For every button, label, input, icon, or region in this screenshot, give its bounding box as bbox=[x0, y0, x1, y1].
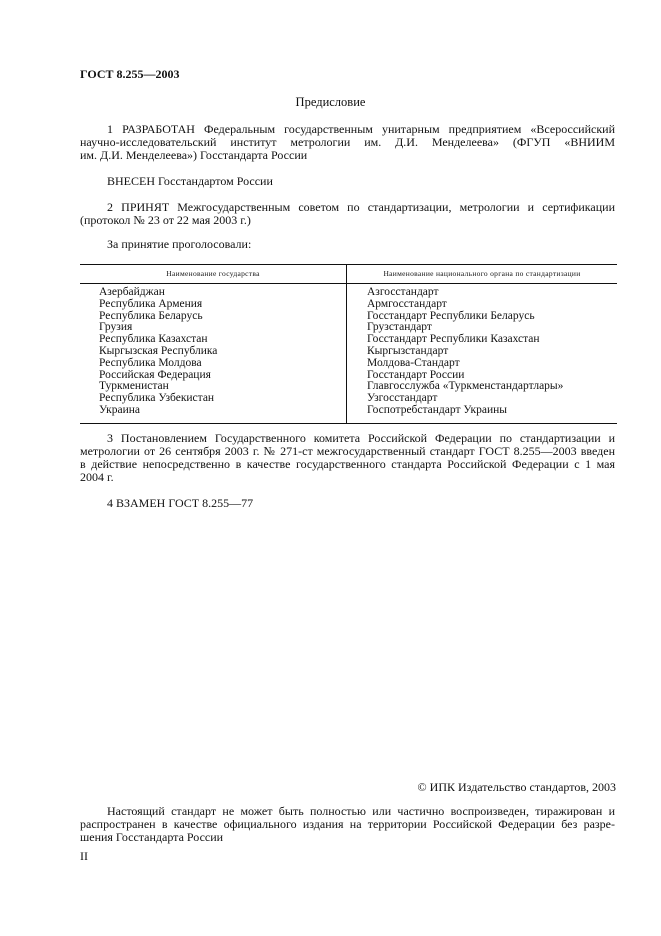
state-name: Республика Армения bbox=[99, 297, 203, 310]
paragraph-line: в действие непосредственно в качестве государственного стандарта Российской Федерации с 1 мая bbox=[80, 457, 615, 471]
paragraph-line: метрологии от 26 сентября 2003 г. № 271-ст межгосударственный стандарт ГОСТ 8.255—2003 введен bbox=[80, 444, 615, 458]
reproduction-notice bbox=[80, 805, 615, 844]
state-name: Азербайджан bbox=[99, 286, 165, 298]
paragraph-line: Настоящий стандарт не может быть полностью или частично воспроизведен, тиражирован и bbox=[107, 804, 615, 818]
standards-body-name: Молдова-Стандарт bbox=[367, 356, 460, 369]
paragraph-adopted bbox=[80, 201, 615, 227]
paragraph-line: 3 Постановлением Государственного комитета Российской Федерации по стандартизации и bbox=[107, 431, 615, 445]
paragraph-decree bbox=[80, 432, 615, 484]
paragraph-line: 2 ПРИНЯТ Межгосударственным советом по стандартизации, метрологии и сертификации bbox=[107, 200, 615, 214]
state-name: Грузия bbox=[99, 321, 133, 334]
state-name: Российская Федерация bbox=[99, 368, 211, 381]
paragraph-line: им. Д.И. Менделеева») Госстандарта России bbox=[80, 148, 308, 162]
paragraph-voted: За принятие проголосовали: bbox=[107, 237, 252, 251]
copyright-notice: © ИПК Издательство стандартов, 2003 bbox=[417, 780, 616, 794]
standards-body-name: Госпотребстандарт Украины bbox=[367, 403, 507, 416]
table-row bbox=[80, 284, 617, 424]
state-name: Туркменистан bbox=[99, 380, 169, 393]
column-header-body: Наименование национального органа по стандартизации bbox=[347, 265, 618, 284]
standards-body-name: Госстандарт Республики Беларусь bbox=[367, 309, 535, 322]
standards-body-name: Азгосстандарт bbox=[367, 286, 439, 298]
state-name: Республика Казахстан bbox=[99, 333, 208, 346]
paragraph-line: распространен в качестве официального издания на территории Российской Федерации без разре- bbox=[80, 817, 615, 831]
paragraph-line: шения Госстандарта России bbox=[80, 830, 224, 844]
standards-body-name: Грузстандарт bbox=[367, 321, 432, 334]
standards-body-name: Госстандарт России bbox=[367, 368, 465, 381]
paragraph-introduced: ВНЕСЕН Госстандартом России bbox=[107, 174, 273, 188]
standards-body-name: Госстандарт Республики Казахстан bbox=[367, 333, 540, 346]
state-name: Республика Молдова bbox=[99, 356, 202, 369]
states-cell bbox=[80, 284, 347, 424]
paragraph-line: 1 РАЗРАБОТАН Федеральным государственным унитарным предприятием «Всероссийский bbox=[107, 122, 615, 136]
table-header-row bbox=[80, 265, 617, 284]
standards-body-name: Узгосстандарт bbox=[367, 392, 438, 405]
section-title: Предисловие bbox=[295, 95, 366, 109]
paragraph-line: научно-исследовательский институт метрологии им. Д.И. Менделеева» (ФГУП «ВНИИМ bbox=[80, 135, 615, 149]
voting-table bbox=[80, 264, 617, 424]
paragraph-line: (протокол № 23 от 22 мая 2003 г.) bbox=[80, 213, 251, 227]
state-name: Республика Узбекистан bbox=[99, 392, 215, 405]
standards-body-name: Кыргызстандарт bbox=[367, 344, 449, 357]
page-number: II bbox=[80, 849, 88, 863]
state-name: Украина bbox=[99, 403, 140, 416]
standards-body-name: Армгосстандарт bbox=[367, 297, 447, 310]
state-name: Республика Беларусь bbox=[99, 309, 203, 322]
standards-body-name: Главгосслужба «Туркменстандартлары» bbox=[367, 380, 564, 393]
column-header-state: Наименование государства bbox=[80, 265, 347, 284]
bodies-cell bbox=[347, 284, 618, 424]
paragraph-line: 2004 г. bbox=[80, 470, 114, 484]
document-header: ГОСТ 8.255—2003 bbox=[80, 67, 180, 81]
paragraph-developed bbox=[80, 123, 615, 162]
state-name: Кыргызская Республика bbox=[99, 344, 218, 357]
paragraph-replaces: 4 ВЗАМЕН ГОСТ 8.255—77 bbox=[107, 496, 254, 510]
